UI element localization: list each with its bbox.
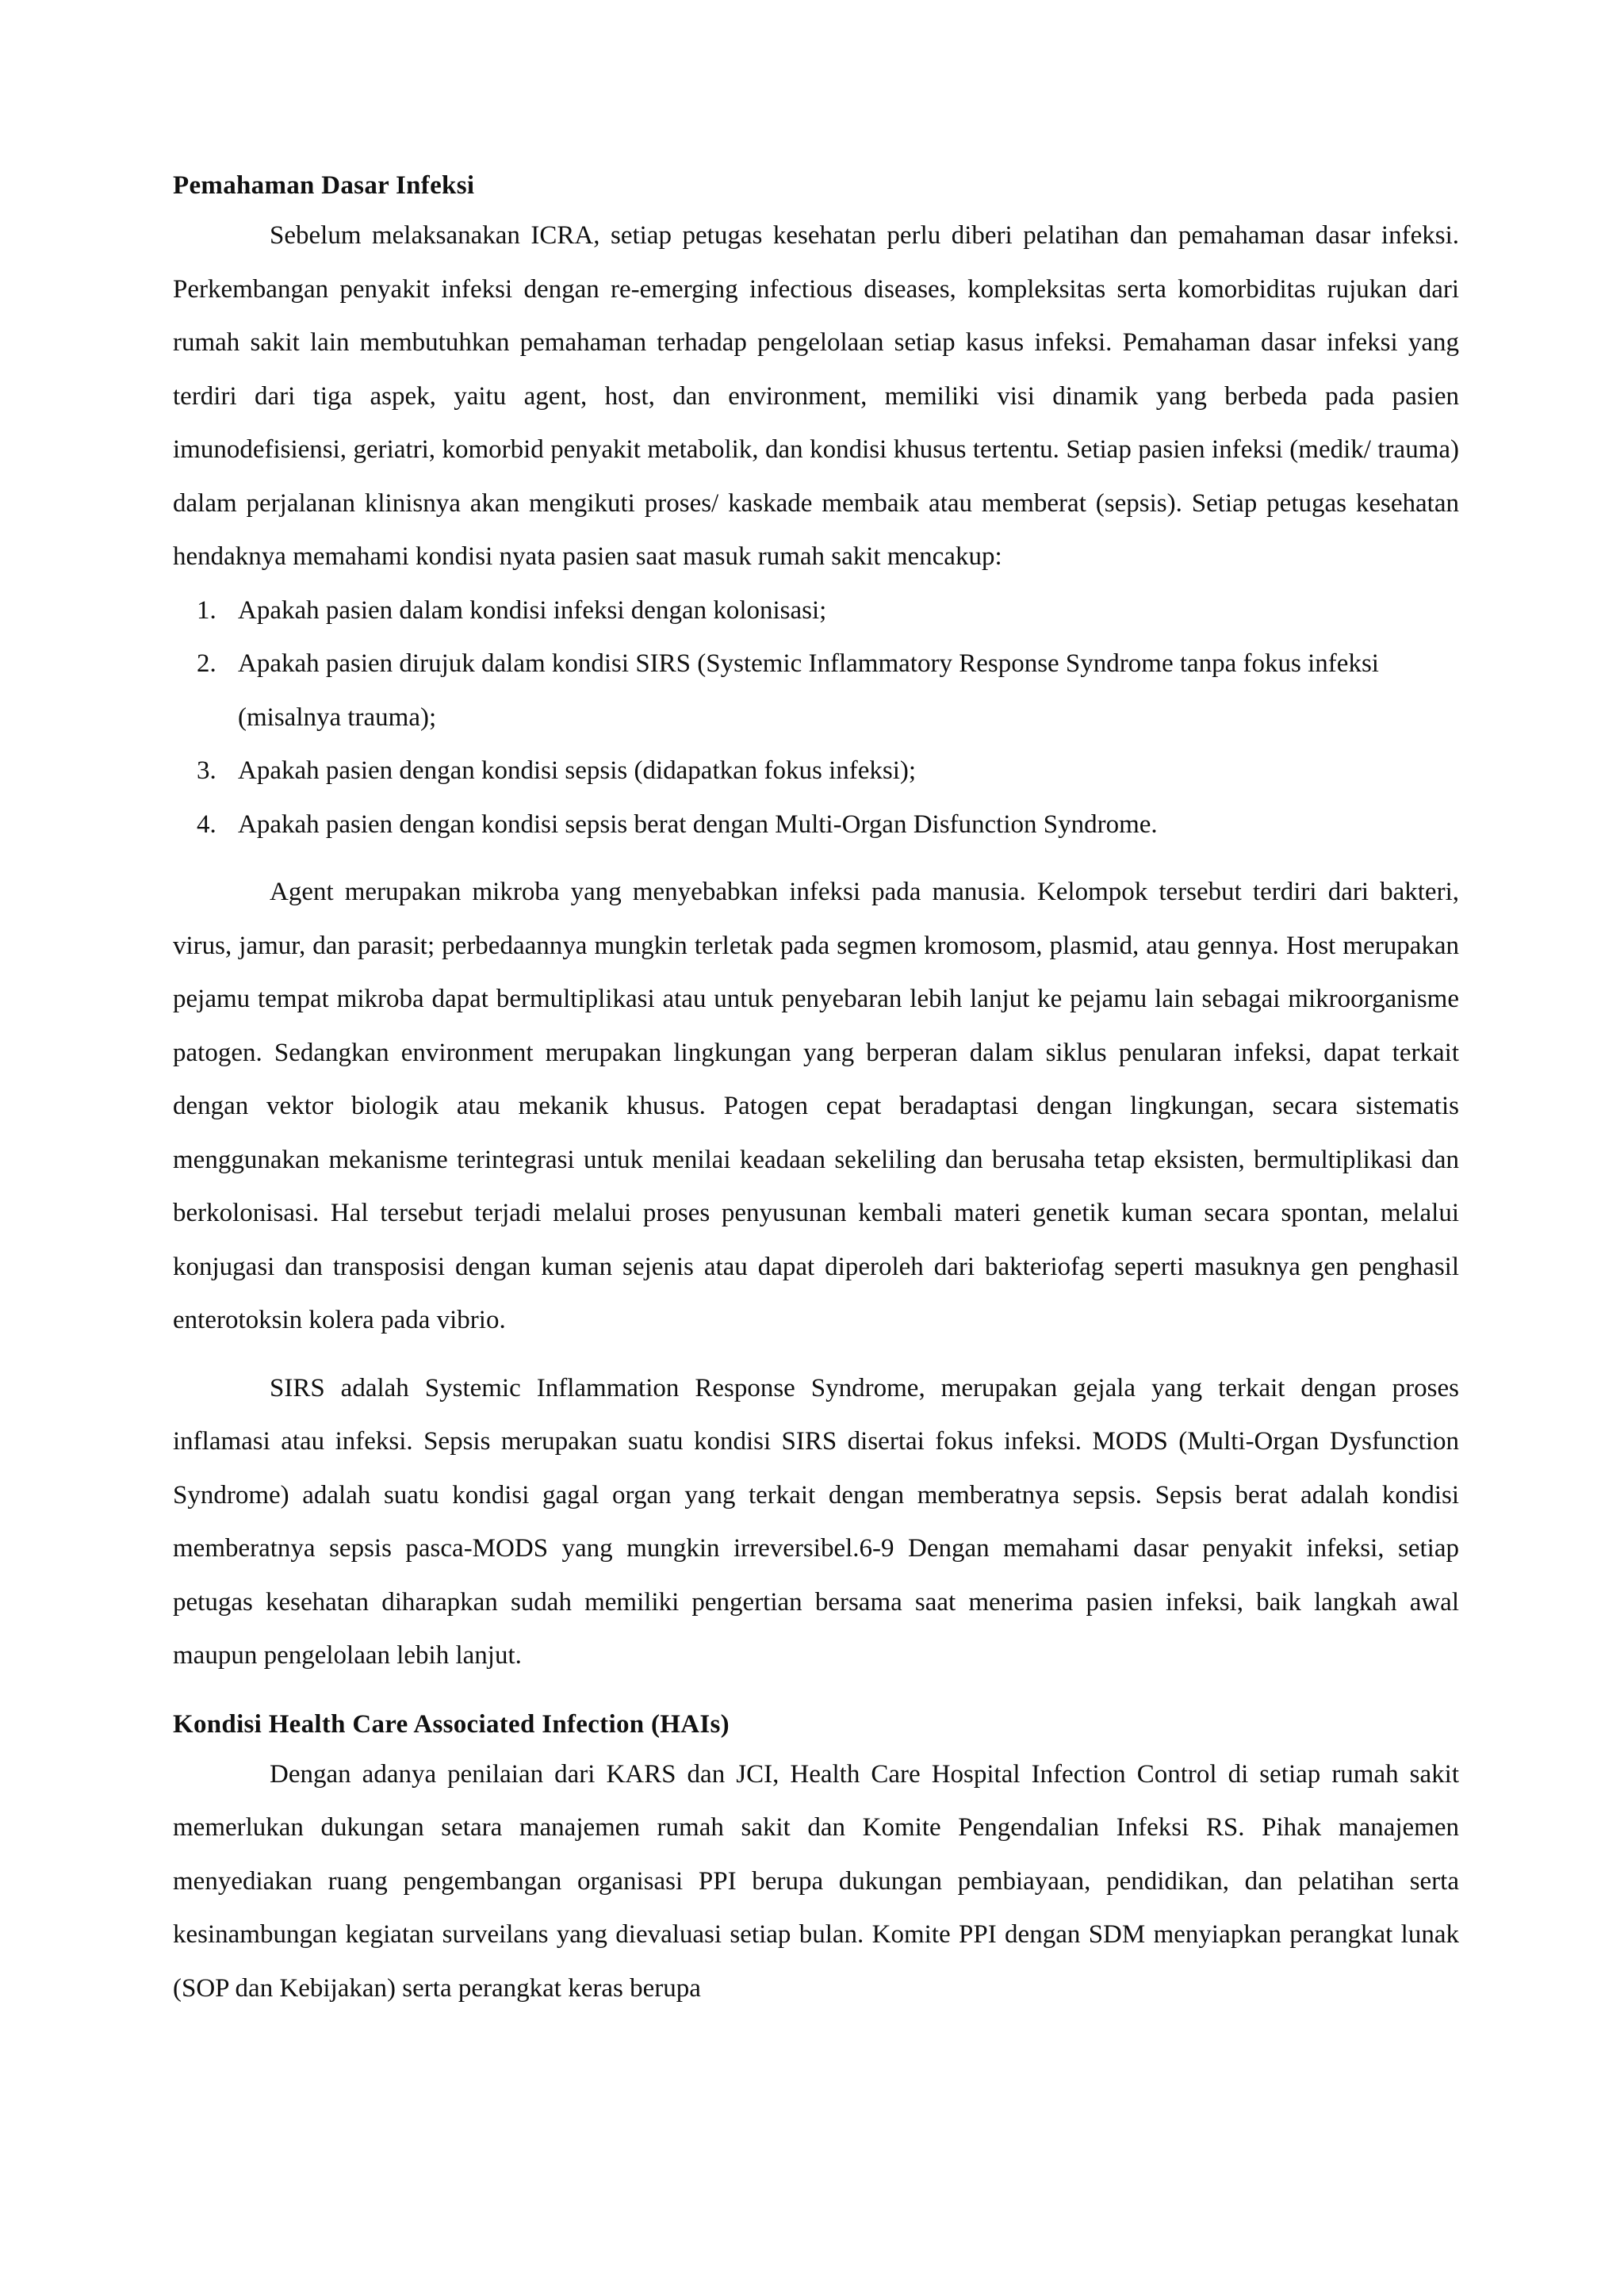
list-item-text: Apakah pasien dengan kondisi sepsis berat dengan Multi-Organ Disfunction Syndrome.: [238, 809, 1158, 839]
paragraph-intro: Sebelum melaksanakan ICRA, setiap petugas kesehatan perlu diberi pelatihan dan pemahaman dasar infeksi. Perkembangan penyakit infeksi dengan re-emerging infectious diseases, kompleksitas serta komorbiditas rujukan dari rumah sakit lain membutuhkan pemahaman terhadap pengelolaan setiap kasus infeksi. Pemahaman dasar infeksi yang terdiri dari tiga aspek, yaitu agent, host, dan environment, memiliki visi dinamik yang berbeda pada pasien imunodefisiensi, geriatri, komorbid penyakit metabolik, dan kondisi khusus tertentu. Setiap pasien infeksi (medik/ trauma) dalam perjalanan klinisnya akan mengikuti proses/ kaskade membaik atau memberat (sepsis). Setiap petugas kesehatan hendaknya memahami kondisi nyata pasien saat masuk rumah sakit mencakup:: [173, 221, 1459, 571]
list-number: 1.: [197, 595, 216, 625]
list-item-text: Apakah pasien dirujuk dalam kondisi SIRS (Systemic Inflammatory Response Syndrome tanpa fokus infeksi (misalnya trauma);: [238, 649, 1379, 732]
condition-list: [173, 584, 1459, 852]
list-item: [182, 744, 1459, 798]
list-item-text: Apakah pasien dalam kondisi infeksi dengan kolonisasi;: [238, 595, 827, 625]
paragraph-sirs-sepsis: SIRS adalah Systemic Inflammation Response Syndrome, merupakan gejala yang terkait dengan proses inflamasi atau infeksi. Sepsis merupakan suatu kondisi SIRS disertai fokus infeksi. MODS (Multi-Organ Dysfunction Syndrome) adalah suatu kondisi gagal organ yang terkait dengan memberatnya sepsis. Sepsis berat adalah kondisi memberatnya sepsis pasca-MODS yang mungkin irreversibel.6-9 Dengan memahami dasar penyakit infeksi, setiap petugas kesehatan diharapkan sudah memiliki pengertian bersama saat menerima pasien infeksi, baik langkah awal maupun pengelolaan lebih lanjut.: [173, 1373, 1459, 1670]
list-number: 4.: [197, 809, 216, 839]
list-item-text: Apakah pasien dengan kondisi sepsis (didapatkan fokus infeksi);: [238, 756, 917, 785]
list-number: 3.: [197, 756, 216, 785]
section-heading-hais: Kondisi Health Care Associated Infection (HAIs): [173, 1709, 730, 1739]
list-number: 2.: [197, 649, 216, 678]
section-heading-pemahaman: Pemahaman Dasar Infeksi: [173, 171, 475, 200]
paragraph-kars-jci: Dengan adanya penilaian dari KARS dan JCI, Health Care Hospital Infection Control di setiap rumah sakit memerlukan dukungan setara manajemen rumah sakit dan Komite Pengendalian Infeksi RS. Pihak manajemen menyediakan ruang pengembangan organisasi PPI berupa dukungan pembiayaan, pendidikan, dan pelatihan serta kesinambungan kegiatan surveilans yang dievaluasi setiap bulan. Komite PPI dengan SDM menyiapkan perangkat lunak (SOP dan Kebijakan) serta perangkat keras berupa: [173, 1759, 1459, 2003]
list-item: [182, 798, 1459, 852]
paragraph-agent-host-environment: Agent merupakan mikroba yang menyebabkan infeksi pada manusia. Kelompok tersebut terdiri dari bakteri, virus, jamur, dan parasit; perbedaannya mungkin terletak pada segmen kromosom, plasmid, atau gennya. Host merupakan pejamu tempat mikroba dapat bermultiplikasi atau untuk penyebaran lebih lanjut ke pejamu lain sebagai mikroorganisme patogen. Sedangkan environment merupakan lingkungan yang berperan dalam siklus penularan infeksi, dapat terkait dengan vektor biologik atau mekanik khusus. Patogen cepat beradaptasi dengan lingkungan, secara sistematis menggunakan mekanisme terintegrasi untuk menilai keadaan sekeliling dan berusaha tetap eksisten, bermultiplikasi dan berkolonisasi. Hal tersebut terjadi melalui proses penyusunan kembali materi genetik kuman secara spontan, melalui konjugasi dan transposisi dengan kuman sejenis atau dapat diperoleh dari bakteriofag seperti masuknya gen penghasil enterotoksin kolera pada vibrio.: [173, 878, 1459, 1334]
list-item: [182, 637, 1459, 744]
list-item: [182, 584, 1459, 638]
